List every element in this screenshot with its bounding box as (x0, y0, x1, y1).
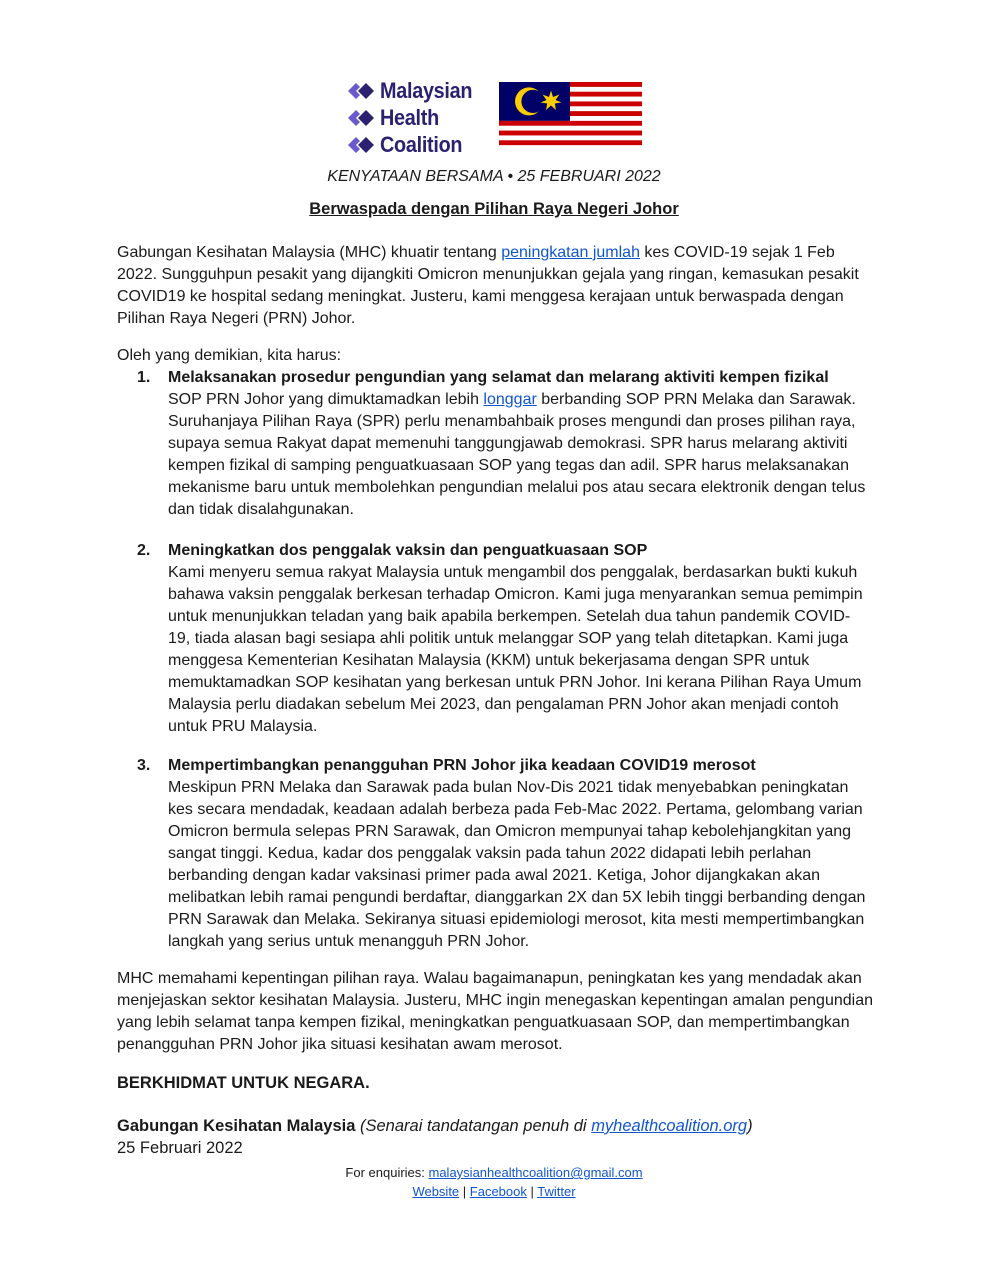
statement-date: KENYATAAN BERSAMA • 25 FEBRUARI 2022 (327, 168, 661, 185)
footer-separator: | (526, 1184, 538, 1199)
intro-paragraph (117, 242, 877, 330)
website-link[interactable]: Website (412, 1184, 460, 1199)
logo-line-3 (344, 132, 471, 158)
chevron-diamond-icon (344, 106, 376, 130)
link-myhealthcoalition[interactable]: myhealthcoalition.org (591, 1117, 748, 1135)
header-logos (344, 72, 644, 160)
item-text-start: SOP PRN Johor yang dimuktamadkan lebih (168, 391, 484, 408)
closing-paragraph: MHC memahami kepentingan pilihan raya. Walau bagaimanapun, peningkatan kes yang mendadak akan menjejaskan sektor kesihatan Malaysia. Justeru, MHC ingin menegaskan kepentingan amalan pengundian yang lebih selamat tanpa kempen fizikal, meningkatkan penguatkuasaan SOP, dan mempertimbangkan penangguhan PRN Johor jika situasi kesihatan awam merosot. (117, 970, 873, 1053)
intro-text-end: kes COVID-19 sejak 1 Feb 2022. Sungguhpun pesakit yang dijangkiti Omicron menunjukkan gejala yang ringan, kemasukan pesakit COVID19 ke hospital sedang meningkat. Justeru, kami menggesa kerajaan untuk berwaspada dengan Pilihan Raya Negeri (PRN) Johor. (117, 244, 859, 327)
item-number: 2. (137, 542, 151, 559)
logo-line-2 (344, 105, 445, 131)
signature-org: Gabungan Kesihatan Malaysia (117, 1117, 356, 1135)
facebook-link[interactable]: Facebook (469, 1184, 527, 1199)
malaysia-flag-icon (499, 82, 642, 150)
item-number: 3. (137, 757, 151, 774)
link-longgar[interactable]: longgar (483, 391, 537, 408)
link-peningkatan-jumlah[interactable]: peningkatan jumlah (501, 244, 640, 261)
logo-text-health: Health (380, 105, 439, 130)
footer-separator: | (459, 1184, 470, 1199)
page-title: Berwaspada dengan Pilihan Raya Negeri Johor (309, 200, 679, 218)
chevron-diamond-icon (344, 133, 376, 157)
item-heading: Melaksanakan prosedur pengundian yang selamat dan melarang aktiviti kempen fizikal (168, 369, 829, 386)
logo-text-malaysian: Malaysian (380, 78, 473, 103)
item-number: 1. (137, 369, 151, 386)
item-paragraph: Meskipun PRN Melaka dan Sarawak pada bulan Nov-Dis 2021 tidak menyebabkan peningkatan kes secara mendadak, keadaan adalah berbeza pada Feb-Mac 2022. Pertama, gelombang varian Omicron bermula selepas PRN Sarawak, dan Omicron mempunyai tahap kebolehjangkitan yang sangat tinggi. Kedua, kadar dos penggalak vaksin pada tahun 2022 didapati lebih perlahan berbanding dengan kadar vaksinasi primer pada awal 2021. Ketiga, Johor dijangkakan akan melibatkan lebih ramai pengundi berdaftar, dianggarkan 2X dan 5X lebih tinggi berbanding dengan PRN Sarawak dan Melaka. Sekiranya situasi epidemiologi merosot, kita mesti mempertimbangkan langkah yang serius untuk menangguh PRN Johor. (168, 779, 866, 950)
logo-text-coalition: Coalition (380, 132, 463, 157)
lead-text: Oleh yang demikian, kita harus: (117, 347, 342, 364)
chevron-diamond-icon (344, 79, 376, 103)
footer (0, 1163, 988, 1201)
signature-note-start: (Senarai tandatangan penuh di (355, 1117, 592, 1135)
serve-slogan: BERKHIDMAT UNTUK NEGARA. (117, 1074, 370, 1092)
signature-block (117, 1115, 753, 1159)
intro-text-start: Gabungan Kesihatan Malaysia (MHC) khuatir tentang (117, 244, 502, 261)
logo-line-1 (344, 78, 482, 104)
signature-line (117, 1115, 753, 1137)
twitter-link[interactable]: Twitter (537, 1184, 576, 1199)
email-link[interactable]: malaysianhealthcoalition@gmail.com (428, 1165, 643, 1180)
footer-links (0, 1182, 988, 1201)
signature-note-end: ) (747, 1117, 753, 1135)
item-heading: Meningkatkan dos penggalak vaksin dan penguatkuasaan SOP (168, 542, 648, 559)
item-paragraph (168, 389, 868, 521)
footer-enquiries (0, 1163, 988, 1182)
item-heading: Mempertimbangkan penangguhan PRN Johor jika keadaan COVID19 merosot (168, 757, 756, 774)
item-text-end: berbanding SOP PRN Melaka dan Sarawak. Suruhanjaya Pilihan Raya (SPR) perlu menambahbaik proses mengundi dan proses pilihan raya, supaya semua Rakyat dapat memenuhi tanggungjawab demokrasi. SPR harus melarang aktiviti kempen fizikal di samping penguatkuasaan SOP yang tegas dan adil. SPR harus melaksanakan mekanisme baru untuk membolehkan pengundian melalui pos atau secara elektronik dengan telus dan tidak disalahgunakan. (168, 391, 866, 518)
signature-date: 25 Februari 2022 (117, 1139, 243, 1157)
item-paragraph: Kami menyeru semua rakyat Malaysia untuk mengambil dos penggalak, berdasarkan bukti kukuh bahawa vaksin penggalak berkesan terhadap Omicron. Kami juga menyarankan semua pemimpin untuk menunjukkan teladan yang baik apabila berkempen. Setelah dua tahun pandemik COVID-19, tiada alasan bagi sesiapa ahli politik untuk melanggar SOP yang telah ditetapkan. Kami juga menggesa Kementerian Kesihatan Malaysia (KKM) untuk bekerjasama dengan SPR untuk memuktamadkan SOP kesihatan yang berkesan untuk PRN Johor. Ini kerana Pilihan Raya Umum Malaysia perlu diadakan sebelum Mei 2023, dan pengalaman PRN Johor akan menjadi contoh untuk PRU Malaysia. (168, 564, 863, 735)
enquiries-label: For enquiries: (345, 1165, 429, 1180)
mhc-logo (344, 78, 494, 158)
